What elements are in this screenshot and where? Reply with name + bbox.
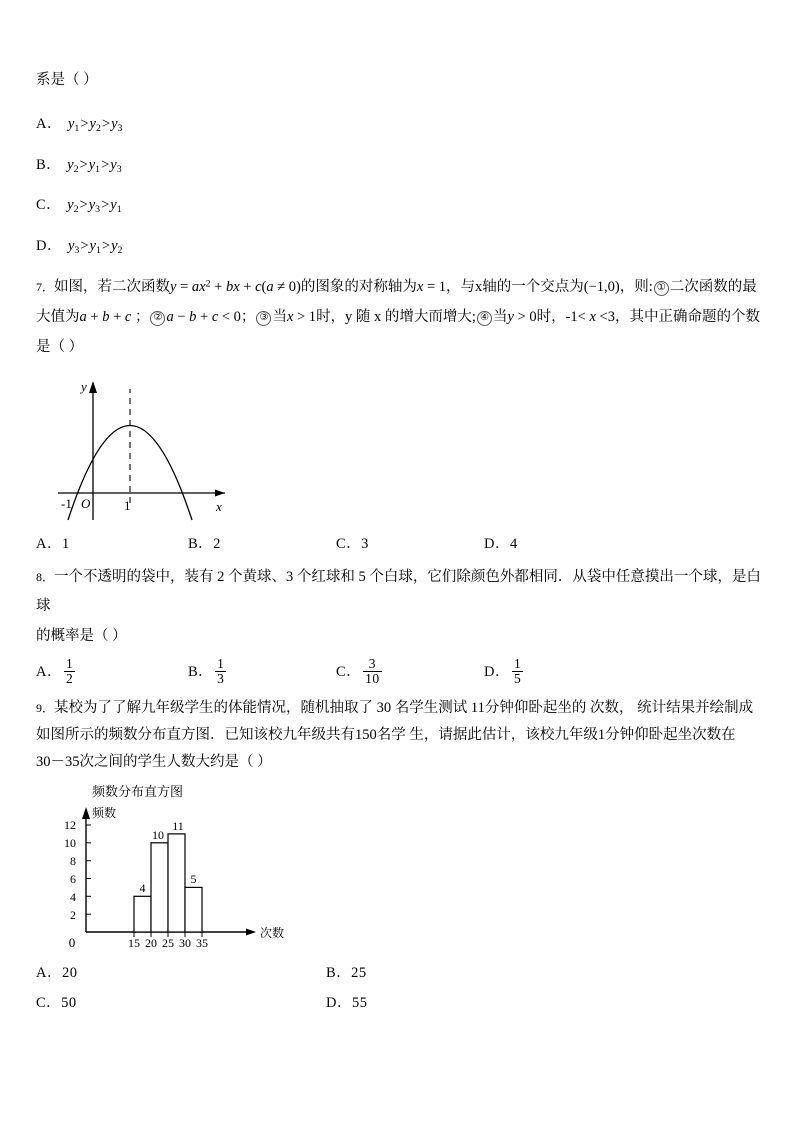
q8-option-c-label: C．: [336, 663, 362, 680]
chart-y-tick-10: 10: [64, 835, 76, 850]
q9-option-b-label: B．: [326, 964, 352, 981]
carryover-stem-tail: 系是（ ）: [36, 72, 98, 88]
q8-option-d-label: D．: [484, 663, 510, 680]
chart-x-tick-35: 35: [196, 935, 208, 947]
parabola-label-neg1: -1: [61, 495, 72, 511]
q8-line-2: 的概率是（ ）: [36, 628, 127, 645]
question-7-stem: 7．如图，若二次函数$y = ax^2$ + bx + c(a ≠ 0)的图象的对称轴为x = 1，与x轴的一个交点为(−1,0)，则: ① 二次函数的最大值为a + b + c ； ② a − b + c < 0； ③ 当x > 1时，y 随 x 的增大而增大; ④ 当y > 0时，-1< x <3，其中正确命题的个数是（ ）: [36, 279, 760, 355]
q7-mark-4: ④: [477, 311, 492, 326]
q7-prop-4a: 当: [492, 309, 508, 326]
q9-figure-histogram: [56, 782, 766, 952]
chart-x-arrow: [246, 928, 256, 935]
q9-option-c[interactable]: [36, 988, 326, 1018]
q7-text-3: ，与x轴的一个交点为: [446, 279, 584, 296]
chart-y-tick-2: 2: [70, 907, 76, 922]
q8-option-c-fraction: [363, 657, 382, 686]
q7-option-d-label: D．: [484, 535, 510, 552]
parabola-x-arrow: [215, 489, 225, 496]
carryover-option-b[interactable]: B． $y_2>y_1>y_3$: [36, 156, 122, 175]
question-9-options: [36, 958, 436, 1019]
chart-y-arrow: [82, 807, 90, 819]
q9-option-a[interactable]: [36, 958, 326, 988]
q7-text-1: 如图，若二次函数: [54, 279, 171, 296]
q7-option-a-label: A．: [36, 535, 62, 552]
q7-option-a-value: 1: [61, 535, 70, 552]
q8-option-c[interactable]: [336, 655, 484, 687]
carryover-option-d[interactable]: D． $y_3>y_1>y_2$: [36, 237, 123, 256]
chart-y-axis-label: 频数: [92, 805, 117, 820]
q8-option-d-denominator: 5: [513, 670, 522, 686]
histogram-svg: [56, 782, 306, 947]
q7-tail: ，其中正确命题的个数是（ ）: [36, 309, 760, 355]
chart-x-tick-15: 15: [128, 935, 140, 947]
q7-prop-1: 二次函数的最大值为: [36, 279, 757, 326]
chart-bar-label-3: 11: [172, 818, 184, 833]
q7-option-d-value: 4: [509, 535, 518, 552]
parabola-label-one: 1: [124, 497, 131, 513]
q8-option-d-numerator: 1: [513, 655, 522, 671]
q9-line-1: 某校为了了解九年级学生的体能情况，随机抽取了 30 名学生测试 11分钟仰卧起坐的 次数， 统计结果并绘制成: [54, 700, 754, 717]
chart-x-tick-30: 30: [179, 935, 191, 947]
q8-option-a[interactable]: [36, 655, 188, 687]
q7-option-d[interactable]: [484, 532, 624, 553]
q7-option-c[interactable]: [336, 532, 484, 553]
chart-bar-label-2: 10: [152, 827, 164, 842]
chart-bar-label-4: 5: [190, 871, 197, 886]
carryover-option-a-label: A．: [36, 116, 62, 133]
q9-options-row-1: [36, 958, 436, 988]
chart-bar-30-35: [185, 887, 202, 932]
parabola-y-arrow: [89, 381, 97, 393]
q7-figure-parabola: [50, 375, 766, 530]
parabola-svg: [50, 375, 240, 525]
q8-option-a-denominator: 2: [65, 670, 74, 686]
q9-option-a-label: A．: [36, 964, 62, 981]
q8-option-c-numerator: 3: [368, 655, 377, 671]
question-7-options: [36, 532, 766, 553]
chart-y-tick-4: 4: [70, 889, 76, 904]
chart-bar-20-25: [151, 842, 168, 931]
carryover-option-a[interactable]: A． $y_1>y_2>y_3$: [36, 116, 123, 134]
q7-mark-2: ②: [150, 311, 165, 326]
chart-y-tick-6: 6: [70, 871, 76, 886]
carryover-option-c[interactable]: C． $y_2>y_3>y_1$: [36, 197, 122, 215]
q8-option-a-label: A．: [36, 663, 62, 680]
q7-option-c-value: 3: [361, 535, 369, 552]
q7-mark-1: ①: [654, 281, 669, 296]
q8-option-b-numerator: 1: [217, 655, 225, 671]
question-7-number: 7．: [36, 280, 55, 295]
q8-line-1: 一个不透明的袋中，装有 2 个黄球、3 个红球和 5 个白球，它们除颜色外都相同．从袋中任意摸出一个球，是白球: [36, 568, 761, 615]
chart-title: 频数分布直方图: [92, 783, 184, 799]
q8-option-b-label: B．: [188, 663, 214, 680]
q8-option-c-denominator: 10: [365, 670, 380, 686]
q9-option-c-value: 50: [61, 994, 77, 1011]
carryover-option-d-label: D．: [36, 237, 62, 254]
chart-bar-25-30: [168, 833, 185, 931]
chart-y-tick-12: 12: [64, 817, 76, 832]
q9-option-c-label: C．: [36, 994, 62, 1011]
q9-line-3: 30－35次之间的学生人数大约是（ ）: [36, 753, 272, 770]
chart-bar-label-1: 4: [139, 880, 146, 895]
q8-option-b-denominator: 3: [217, 670, 225, 686]
q9-option-b[interactable]: [326, 958, 367, 988]
q7-option-a[interactable]: [36, 532, 188, 553]
chart-y-tick-8: 8: [70, 853, 76, 868]
q9-option-d[interactable]: [326, 988, 367, 1018]
question-8-stem: [36, 563, 766, 652]
chart-x-tick-0: 0: [68, 934, 76, 947]
question-9-stem: [36, 695, 766, 775]
q7-option-c-label: C．: [336, 535, 362, 552]
q7-option-b-value: 2: [213, 535, 221, 552]
q9-option-d-value: 55: [351, 994, 368, 1011]
q7-text-2: 的图象的对称轴为: [300, 279, 417, 296]
chart-bar-15-20: [134, 896, 151, 932]
q8-option-d[interactable]: [484, 655, 624, 687]
parabola-label-origin: O: [81, 495, 91, 511]
page-content: [36, 70, 766, 1018]
q7-option-b[interactable]: [188, 532, 336, 553]
q8-option-a-fraction: [64, 657, 75, 686]
question-8-options: [36, 655, 766, 687]
q7-prop-4b: 时，: [536, 309, 566, 326]
q7-option-b-label: B．: [188, 535, 214, 552]
parabola-label-y: y: [81, 378, 87, 394]
parabola-label-x: x: [216, 498, 222, 514]
question-9-number: 9．: [36, 701, 55, 716]
q8-option-b-fraction: [215, 657, 226, 686]
carryover-option-b-label: B．: [36, 156, 62, 173]
q9-option-a-value: 20: [61, 964, 78, 981]
chart-x-axis-label: 次数: [260, 925, 285, 940]
q7-prop-3a: 当: [272, 309, 287, 326]
q9-option-b-value: 25: [351, 964, 367, 981]
q9-option-d-label: D．: [326, 994, 352, 1011]
q8-option-a-numerator: 1: [65, 655, 74, 671]
question-8-number: 8．: [36, 569, 55, 584]
q7-prop-3b: 时，y 随 x 的增大而增大;: [316, 309, 476, 326]
chart-y-ticks: [86, 825, 91, 914]
chart-x-tick-25: 25: [162, 935, 174, 947]
q8-option-b[interactable]: [188, 655, 336, 687]
carryover-option-c-label: C．: [36, 197, 62, 214]
q9-options-row-2: [36, 988, 436, 1018]
q7-text-4: ，则:: [619, 279, 653, 296]
chart-x-tick-20: 20: [145, 935, 157, 947]
q9-line-2: 如图所示的频数分布直方图．已知该校九年级共有150名学 生，请据此估计，该校九年级1分钟仰卧起坐次数在: [36, 726, 736, 743]
q7-mark-3: ③: [256, 311, 271, 326]
q8-option-d-fraction: [512, 657, 523, 686]
